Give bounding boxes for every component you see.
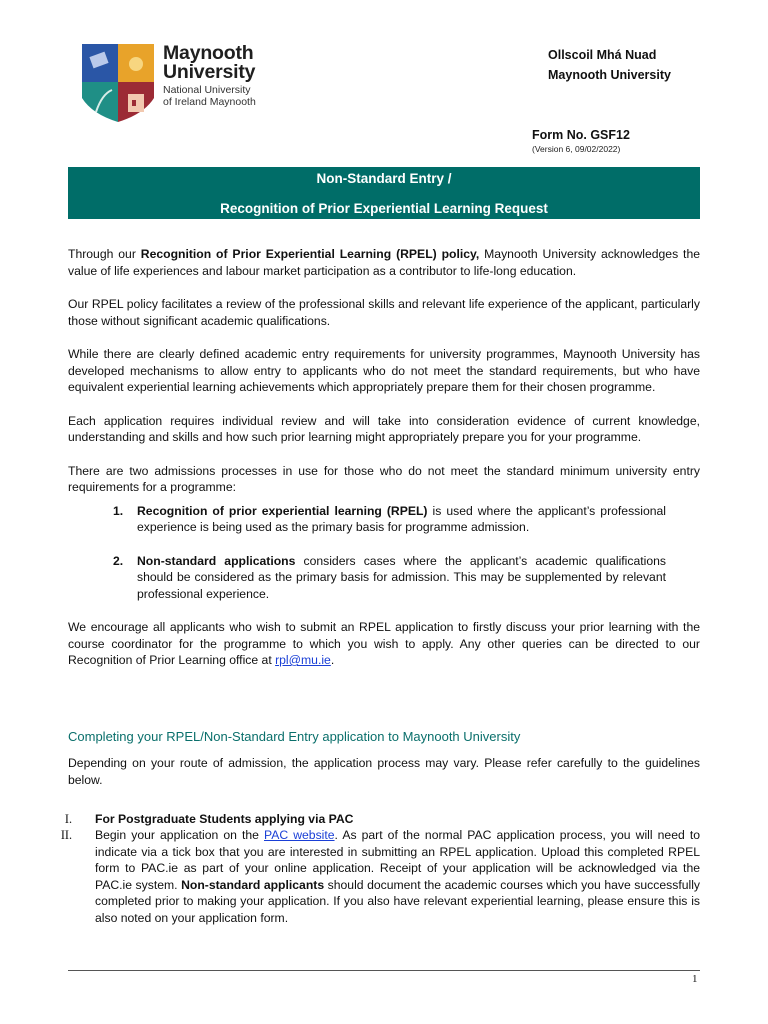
footer-divider (68, 970, 700, 971)
wordmark-line-1: Maynooth (163, 42, 254, 64)
list-number: 2. (113, 553, 124, 568)
process-title: Recognition of prior experiential learning (RPEL) (137, 503, 428, 518)
roman-numeral: II. (60, 828, 72, 842)
intro-paragraph-2: Our RPEL policy facilitates a review of the professional skills and relevant life experience of the applicant, particularly those without significant academic qualifications. (68, 297, 700, 328)
step-text-c: should document the academic courses which you have successfully completed prior to making your application. If you also have relevant experiential learning, please ensure this is also noted on your application form. (95, 877, 700, 925)
university-crest-icon (82, 44, 154, 124)
university-name-block (548, 45, 671, 85)
list-item (68, 553, 700, 603)
wordmark-line-4: of Ireland Maynooth (163, 96, 256, 108)
step-title: For Postgraduate Students applying via PAC (95, 812, 354, 826)
title-banner (68, 167, 700, 219)
intro-paragraph-1 (68, 246, 700, 279)
list-item (68, 503, 700, 536)
guide-paragraph: Depending on your route of admission, the application process may vary. Please refer carefully to the guidelines below. (68, 756, 700, 787)
university-wordmark (163, 44, 256, 108)
wordmark-line-3: National University (163, 84, 251, 96)
p1-bold: Recognition of Prior Experiential Learning (RPEL) policy, (140, 247, 480, 261)
intro-paragraph-3: While there are clearly defined academic entry requirements for university programmes, Maynooth University has developed mechanisms to allow entry to applicants who do not meet the standard requirements, but who have equivalent experiential learning achievements which appropriately prepare them for their chosen programme. (68, 347, 700, 394)
pac-website-link[interactable]: PAC website (264, 828, 335, 842)
form-number: Form No. GSF12 (532, 128, 630, 142)
process-title: Non-standard applications (137, 553, 296, 568)
intro-paragraph-5: There are two admissions processes in use for those who do not meet the standard minimum university entry requirements for a programme: (68, 463, 700, 494)
step-item (52, 827, 700, 926)
irish-name: Ollscoil Mhá Nuad (548, 48, 657, 62)
wordmark-line-2: University (163, 61, 256, 83)
form-version: (Version 6, 09/02/2022) (532, 144, 621, 154)
banner-line-1: Non-Standard Entry / (316, 171, 452, 186)
step-item (52, 811, 700, 828)
intro-body (68, 246, 700, 686)
section-heading: Completing your RPEL/Non-Standard Entry application to Maynooth University (68, 729, 521, 744)
intro-paragraph-4: Each application requires individual review and will take into consideration evidence of current knowledge, understanding and skills and how such prior learning might appropriately prepare you for your programme. (68, 413, 700, 444)
encourage-text: We encourage all applicants who wish to submit an RPEL application to firstly discuss your prior learning with the course coordinator for the programme to which you wish to apply. Any other queries can be directed to our Recognition of Prior Learning office at (68, 620, 700, 667)
page-number: 1 (692, 973, 698, 985)
encourage-end: . (330, 653, 335, 667)
step-text-a: Begin your application on the (95, 828, 264, 842)
process-desc: is used where the applicant’s professional experience is being used as the primary basis for programme admission. (137, 503, 667, 534)
email-link[interactable]: rpl@mu.ie (275, 653, 331, 667)
process-list (68, 503, 700, 603)
banner-line-2: Recognition of Prior Experiential Learning Request (220, 201, 548, 216)
list-number: 1. (113, 503, 124, 518)
step-text-b: . As part of the normal PAC application process, you will need to indicate via a tick box that you are interested in submitting an RPEL application. Upload this completed RPEL form to PAC.ie as part of your online application. Receipt of your application will be acknowledged via the PAC.ie system. (95, 828, 700, 892)
p1-text-c: Maynooth University acknowledges the value of life experiences and labour market participation as a contributor to life-long education. (68, 247, 700, 278)
p1-text-a: Through our (68, 247, 141, 261)
english-name: Maynooth University (548, 68, 671, 82)
process-desc: considers cases where the applicant’s academic qualifications should be considered as the primary basis for admission. This may be supplemented by relevant professional experience. (137, 553, 666, 601)
roman-numeral: I. (64, 812, 72, 826)
step-bold: Non-standard applicants (181, 877, 325, 892)
encourage-paragraph (68, 619, 700, 669)
